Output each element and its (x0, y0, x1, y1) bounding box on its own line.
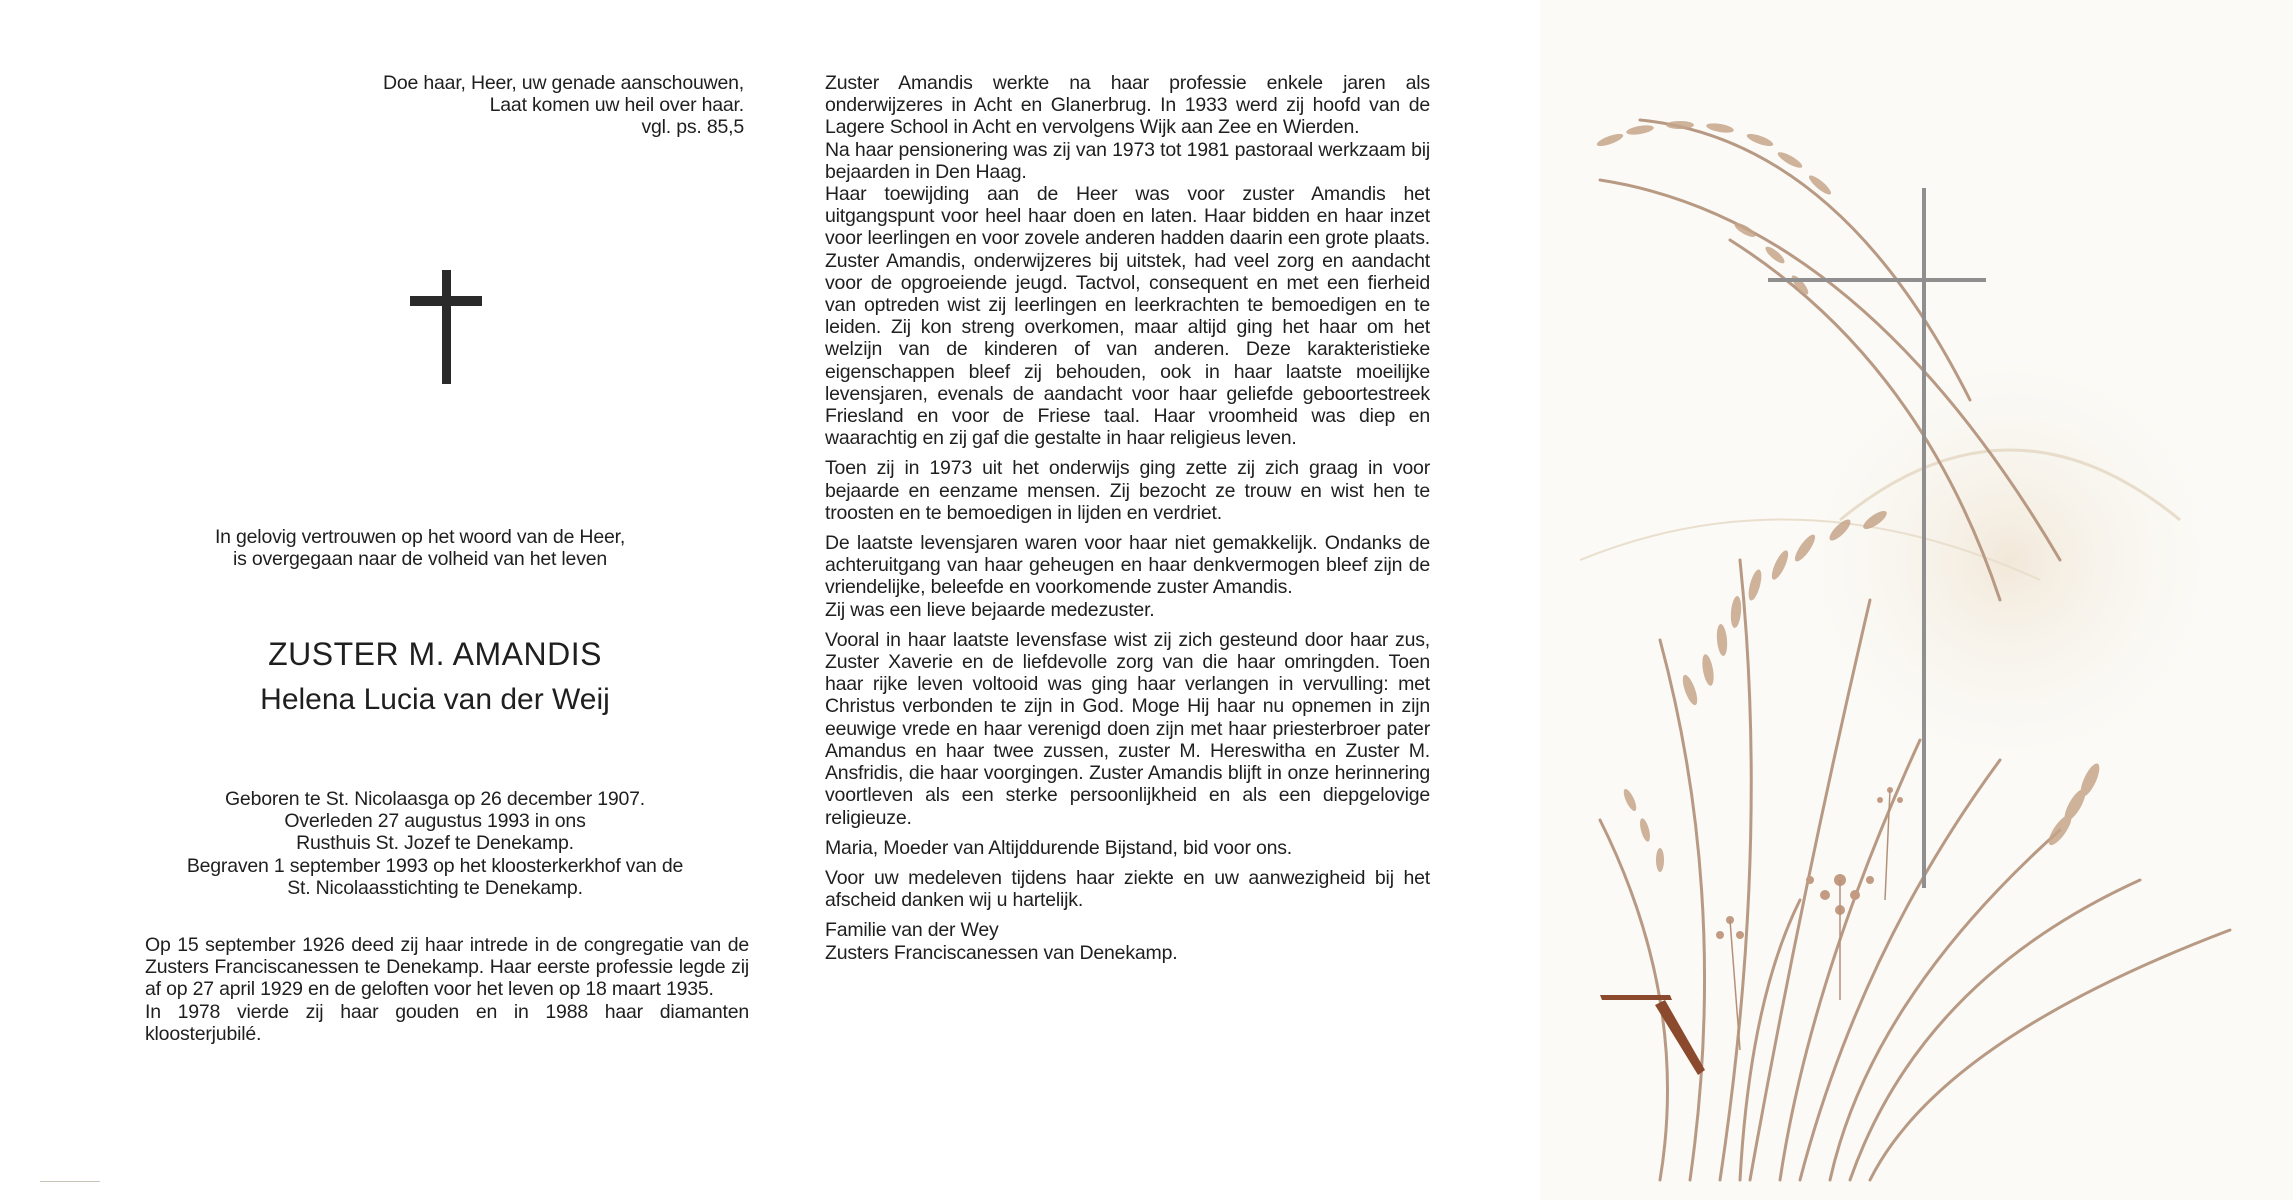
intro-text: In gelovig vertrouwen op het woord van de Heer, is overgegaan naar de volheid van het leven (214, 526, 626, 571)
biography-text: Zuster Amandis werkte na haar professie enkele jaren als onderwijzeres in Acht en Glanerbrug. In 1933 werd zij hoofd van de Lagere School in Acht en vervolgens Wijk aan Zee en Wierden. Na haar pensionering was zij van 1973 tot 1981 pastoraal werkzaam bij bejaarden in Den Haag. Haar toewijding aan de Heer was voor zuster Amandis het uitgangspunt voor heel haar doen en laten. Haar bidden en haar inzet voor leerlingen en voor zovele anderen hadden daarin een grote plaats. Zuster Amandis, onderwijzeres bij uitstek, had veel zorg en aandacht voor de opgroeiende jeugd. Tactvol, consequent en met een fierheid van optreden wist zij leerlingen en leerkrachten te bemoedigen en te leiden. Zij kon streng overkomen, maar altijd ging het haar om het welzijn van de kinderen of van anderen. Deze karakteristieke eigenschappen bleef zij behouden, ook in haar laatste moeilijke levensjaren, evenals de aandacht voor haar geliefde geboortestreek Friesland en voor de Friese taal. Haar vroomheid was diep en waarachtig en zij gaf die gestalte in haar religieus leven. Toen zij in 1973 uit het onderwijs ging zette zij zich graag in voor bejaarde en eenzame mensen. Zij bezocht ze trouw en wist hen te troosten en te bemoedigen in lijden en verdriet. De laatste levensjaren waren voor haar niet gemakkelijk. Ondanks de achteruitgang van haar geheugen en haar denkvermogen bleef zijn de vriendelijke, beleefde en voorkomende zuster Amandis. Zij was een lieve bejaarde medezuster. Vooral in haar laatste levensfase wist zij zich gesteund door haar zus, Zuster Xaverie en de liefdevolle zorg van die haar omringden. Toen haar rijke leven voltooid was ging haar verlangen in vervulling: met Christus verbonden te zijn in God. Moge Hij haar nu opnemen in zijn eeuwige vrede en haar verenigd doen zijn met haar priesterbroer pater Amandus en haar twee zussen, zuster M. Hereswitha en Zuster M. Ansfridis, die haar voorgingen. Zuster Amandis blijft in onze herinnering voortleven als een sterke persoonlijkheid en als een diepgelovige religieuze. Maria, Moeder van Altijddurende Bijstand, bid voor ons. Voor uw medeleven tijdens haar ziekte en uw aanwezigheid bij het afscheid danken wij u hartelijk. Familie van der Wey Zusters Franciscanessen van Denekamp. (825, 72, 1430, 964)
deceased-full-name: Helena Lucia van der Weij (260, 683, 610, 716)
deceased-title: ZUSTER M. AMANDIS (268, 636, 602, 672)
panel-edge-line (40, 1181, 100, 1182)
religious-life-text: Op 15 september 1926 deed zij haar intrede in de congregatie van de Zusters Franciscanessen te Denekamp. Haar eerste professie legde zij af op 27 april 1929 en de geloften voor het leven op 18 maart 1935. In 1978 vierde zij haar gouden en in 1988 haar diamanten kloosterjubilé. (145, 934, 749, 1045)
life-dates: Geboren te St. Nicolaasga op 26 december 1907. Overleden 27 augustus 1993 in ons Rusthuis St. Jozef te Denekamp. Begraven 1 september 1993 op het kloosterkerkhof van de St. Nicolaasstichting te Denekamp. (186, 788, 684, 899)
card-middle-panel (795, 0, 1540, 1200)
grass-illustration (1540, 0, 2293, 1200)
card-left-panel (0, 0, 795, 1200)
card-right-panel (1540, 0, 2293, 1200)
signature: Familie van der Wey Zusters Franciscanessen van Denekamp. (825, 919, 1178, 964)
bible-verse: Doe haar, Heer, uw genade aanschouwen, Laat komen uw heil over haar. vgl. ps. 85,5 (383, 72, 744, 139)
